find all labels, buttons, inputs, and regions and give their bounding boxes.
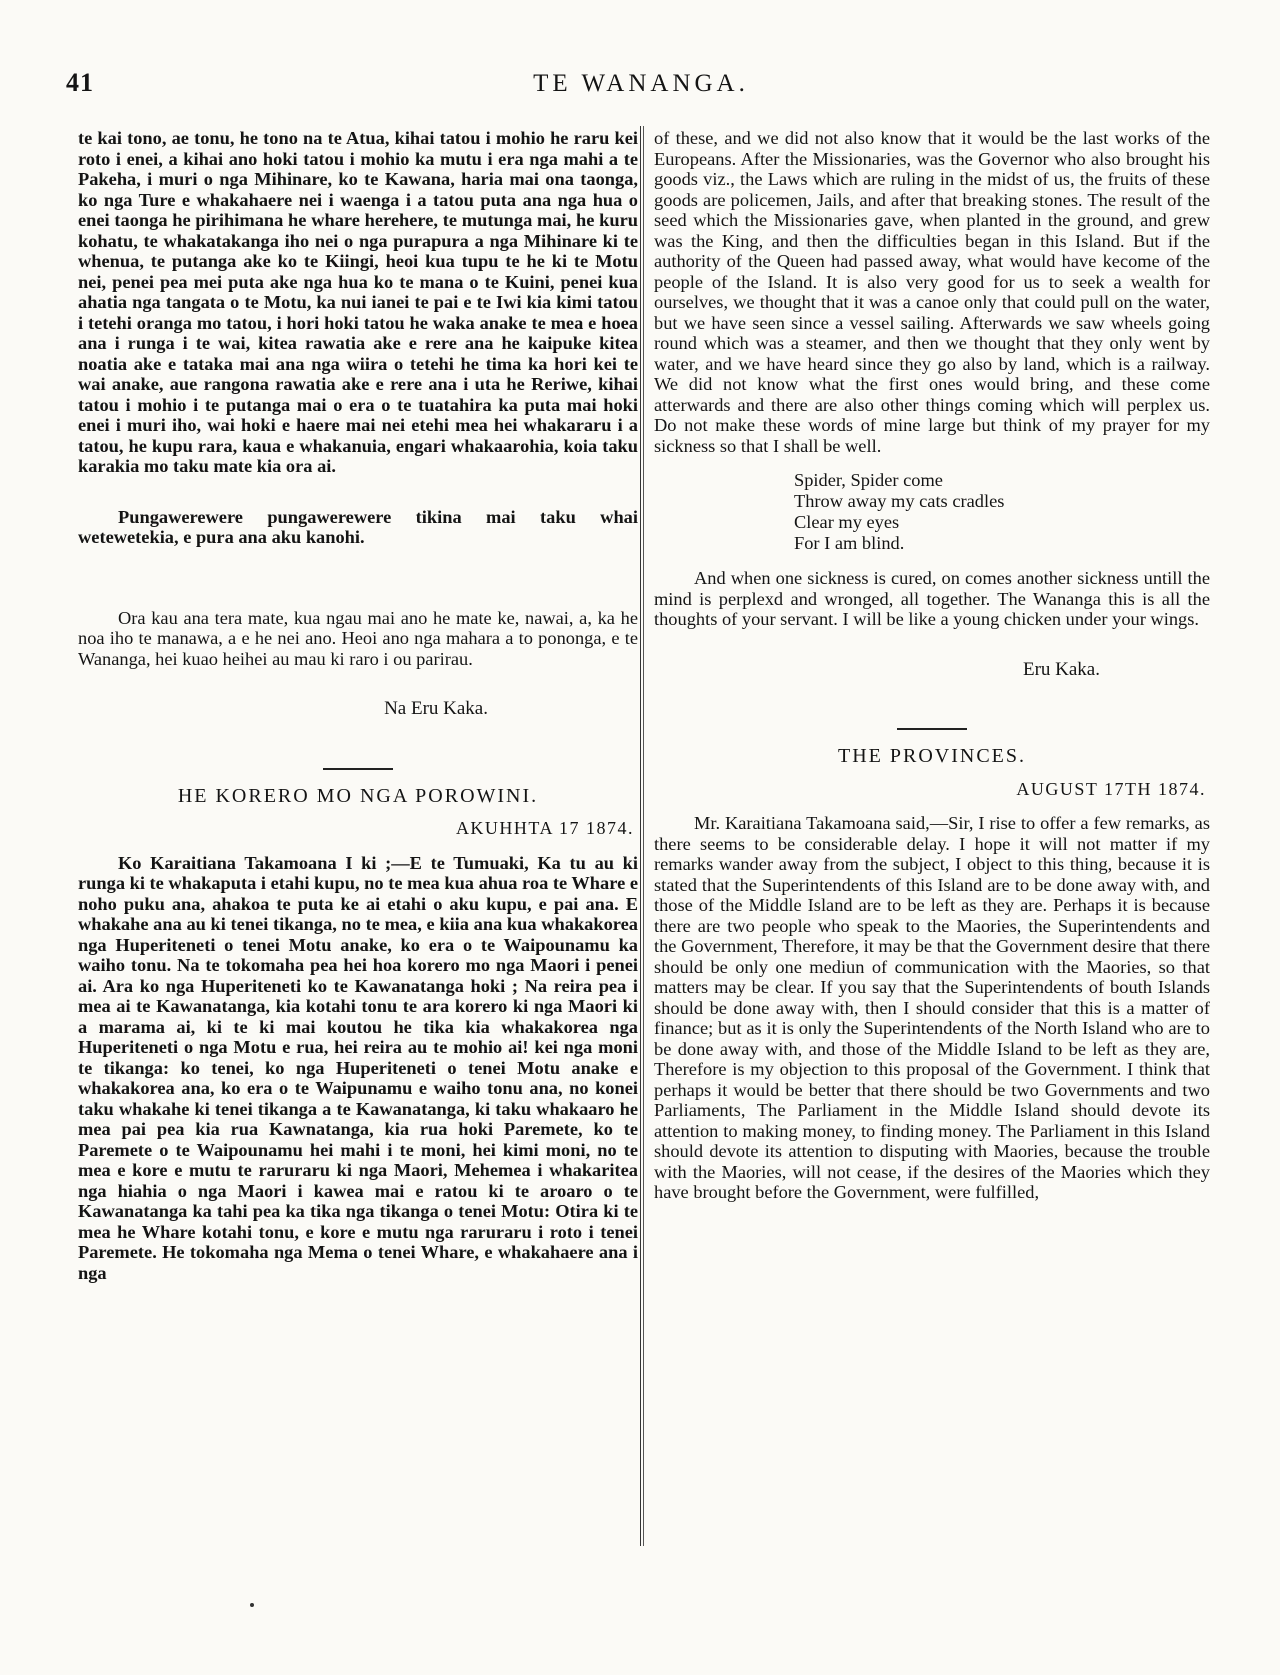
- page-header: [66, 68, 1216, 102]
- masthead-title: TE WANANGA.: [533, 70, 749, 97]
- page-number: 41: [66, 68, 94, 97]
- english-speech: Mr. Karaitiana Takamoana said,—Sir, I rise to offer a few remarks, as there seems to be considerable delay. I hope it will not matter if my remarks wander away from the subject, I object to this thing, because it is stated that the Superintendents of this Island are to be done away with, and those of the Middle Island are to be left as they are. Perhaps it is because there are two people who speak to the Maories, the Superintendents and the Government, Therefore, it may be that the Government desire that there should be only one mediun of communication with the Maories, so that matters may be clear. If you say that the Superintendents of bouth Islands should be done away with, then I should consider that this is a matter of finance; but as it is only the Superintendents of the North Island who are to be done away with, and those of the Middle Island to be left as they are, Therefore is my objection to this proposal of the Government. I think that perhaps it would be better that there should be two Governments and two Parliaments, The Parliament in the Middle Island should devote its attention to making money, to finding money. The Parliament in this Island should devote its attention to disputing with Maories, because the trouble with the Maories, will not cease, if the desires of the Maories which they have brought before the Government, were fulfilled,: [654, 813, 1210, 1202]
- maori-section-title: HE KORERO MO NGA POROWINI.: [177, 784, 539, 807]
- column-divider-shadow: [643, 126, 644, 1546]
- english-dateline: AUGUST 17TH 1874.: [1016, 778, 1206, 799]
- section-rule: [897, 728, 967, 730]
- english-section-title: THE PROVINCES.: [837, 745, 1026, 767]
- maori-closing-paragraph: Ora kau ana tera mate, kua ngau mai ano he mate ke, nawai, a, ka he noa iho te manawa, a e he nei ano. Heoi ano nga mahara a to pononga, e te Wananga, hei kuao heihei au mau ki raro i ou parirau.: [78, 607, 638, 669]
- poem-line: For I am blind.: [794, 533, 905, 553]
- english-poem: [794, 470, 1210, 554]
- poem-line: Throw away my cats cradles: [794, 491, 1005, 511]
- maori-signature: Na Eru Kaka.: [384, 698, 488, 719]
- section-rule: [323, 768, 393, 770]
- maori-letter-paragraph: te kai tono, ae tonu, he tono na te Atua, kihai tatou i mohio he raru kei roto i enei, a kihai ano hoki tatou i mohio ka mutu i era nga mahi a te Pakeha, i muri o nga Mihinare, ko te Kawana, haria mai ona taonga, ko nga Ture e whakahaere nei i waenga i a tatou puta ana nga hua o enei taonga he pirihimana he whare herehere, te mutunga mai, he kuru kohatu, te whakatakanga iho nei o nga purapura a nga Mihinare ki te whenua, te putanga ake ko te Kiingi, heoi kua tupu te he ki te Motu nei, penei pea mei puta ake nga hua ko te mana o te Kuini, penei kua ahatia nga tangata o te Motu, ka nui ianei te pai e te Iwi kia kimi tatou i tetehi oranga mo tatou, i hori hoki tatou he waka anake te mea e hoea ana i runga i te wai, kitea rawatia ake e rere ana he kaipuke kitea noatia ake e tataka mai ana nga wiira o tetehi he tima ka hori kei te wai anake, aue rangona rawatia ake e rere ana i uta he Reriwe, kihai tatou i mohio i te putanga mai o era o te tuatahira ka puta mai hoki enei i muri iho, wai hoki e haere mai nei etehi mea hei whakararu i a tatou, he kupu rara, kaua e whakanuia, engari whakaarohia, koia taku karakia mo taku mate kia ora ai.: [78, 128, 638, 476]
- maori-speech: Ko Karaitiana Takamoana I ki ;—E te Tumuaki, Ka tu au ki runga ki te whakaputa i etahi kupu, no te mea kua ahua roa te Whare e noho puku ana, ahakoa te puta ke ai etahi o aku kupu, e pai ana. E whakahe ana au ki tenei tikanga, no te mea, e kiia ana kua whakakorea nga Huperiteneti o tenei Motu anake, ko era o te Waipounamu ka waiho tonu. Na te tokomaha pea hei hoa korero mo nga Maori i penei ai. Ara ko nga Huperiteneti ko te Kawanatanga hoki ; Na reira pea i mea ai te Kawanatanga, kia kotahi tonu te ara korero ki nga Maori ki a marama ai, ki te ki mai koutou he tika kia whakakorea nga Huperiteneti o nga Motu e rua, hei reira au te mohio ai! kei nga moni te tikanga: ko tenei, ko nga Huperiteneti o tenei Motu anake e whakakorea ana, ko era o te Waipunamu e waiho tonu ana, no konei taku whakahe ki tenei tikanga a te Kawanatanga, ki taku whakaaro he mea pai pea kia rua Kawnatanga, kia rua hoki Paremete, ko te Paremete o te Waipounamu hei mahi i te moni, hei kimi moni, no te mea e kore e mutu te raruraru ki nga Maori, Mehemea i whakaritea nga hiahia o nga Maori i kawea mai e ratou ki te aroaro o te Kawanatanga ka tahi pea ka tika nga tikanga o tenei Motu: Otira ki te mea he Whare kotahi tonu, e kore e mutu nga raruraru i roto i tenei Paremete. He tokomaha nga Mema o tenei Whare, e whakahaere ana i nga: [78, 852, 638, 1283]
- english-signature: Eru Kaka.: [1022, 658, 1100, 680]
- right-column-english: [654, 128, 1210, 1203]
- english-letter-paragraph: of these, and we did not also know that it would be the last works of the Europeans. After the Missionaries, was the Governor who also brought his goods viz., the Laws which are ruling in the midst of us, the fruits of these goods are policemen, Jails, and after that breaking stones. The result of the seed which the Missionaries gave, when planted in the ground, and grew was the King, and then the difficulties began in this Island. But if the authority of the Queen had passed away, what would have kecome of the people of the Island. It is also very good for us to seek a wealth for ourselves, we thought that it was a canoe only that could pull on the water, but we have seen since a vessel sailing. Afterwards we saw wheels going round which was a steamer, and then we thought that they only went by water, and we have heard since they go also by land, which is a railway. We did not know what the first ones would bring, and these come atterwards and there are also other things coming which will perplex us. Do not make these words of mine large but think of my prayer for my sickness so that I shall be well.: [654, 128, 1210, 456]
- maori-dateline: AKUHHTA 17 1874.: [455, 818, 634, 838]
- column-divider: [640, 126, 641, 1546]
- poem-line: Spider, Spider come: [794, 470, 943, 490]
- left-column-maori: [78, 128, 638, 1283]
- poem-line: Clear my eyes: [794, 512, 900, 532]
- maori-chant: Pungawerewere pungawerewere tikina mai taku whai wetewetekia, e pura ana aku kanohi.: [78, 506, 638, 547]
- english-closing-paragraph: And when one sickness is cured, on comes another sickness untill the mind is perplexd and wronged, all together. The Wananga this is all the thoughts of your servant. I will be like a young chicken under your wings.: [654, 568, 1210, 629]
- ink-spot: [250, 1603, 254, 1607]
